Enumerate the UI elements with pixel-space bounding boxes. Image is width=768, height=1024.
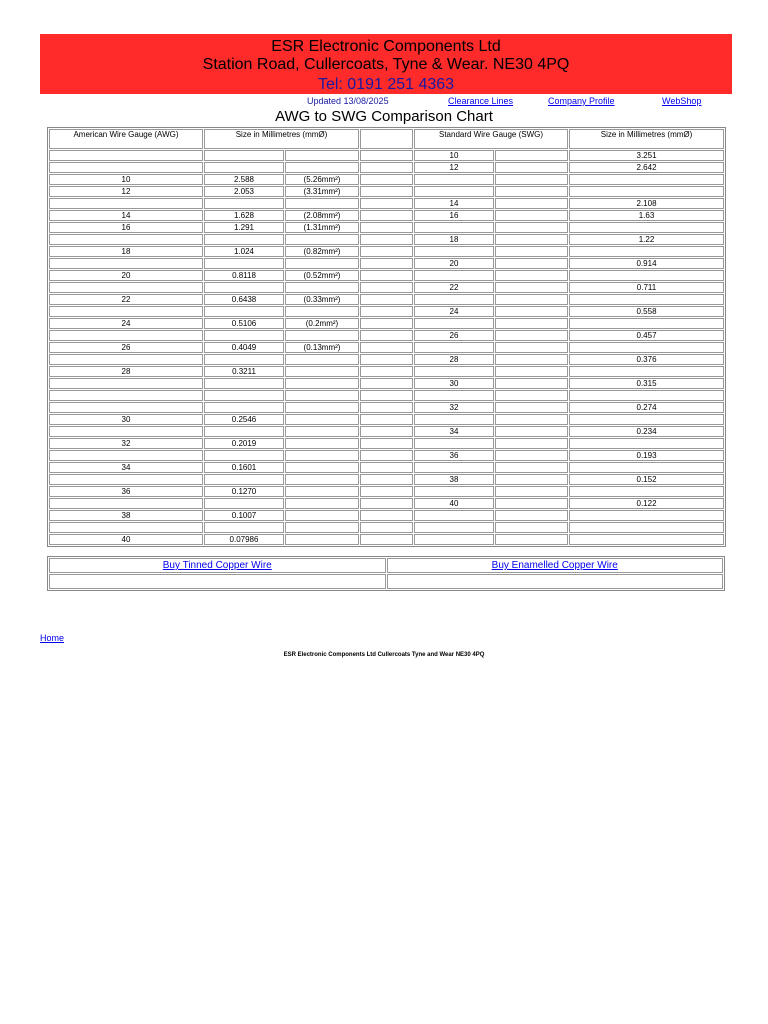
awg-mm-cell: [204, 330, 284, 341]
awg-mm-cell: [204, 402, 284, 413]
swg-mm-cell: 2.108: [569, 198, 724, 209]
swg-gauge-cell: 36: [414, 450, 494, 461]
awg-gauge-cell: [49, 390, 203, 401]
table-row: [49, 306, 724, 317]
swg-gauge-cell: 34: [414, 426, 494, 437]
swg-gauge-cell: 22: [414, 282, 494, 293]
swg-mm-cell: [569, 186, 724, 197]
swg-gauge-cell: 12: [414, 162, 494, 173]
swg-gauge-cell: [414, 174, 494, 185]
table-row: [49, 234, 724, 245]
swg-mm-cell: [569, 270, 724, 281]
awg-gauge-cell: [49, 198, 203, 209]
swg-mm-cell: 3.251: [569, 150, 724, 161]
spacer-cell: [360, 150, 413, 161]
swg-blank-cell: [495, 330, 568, 341]
awg-area-cell: [285, 414, 359, 425]
company-name: ESR Electronic Components Ltd: [271, 38, 501, 55]
awg-mm-cell: 0.8118: [204, 270, 284, 281]
awg-mm-cell: 0.1270: [204, 486, 284, 497]
awg-gauge-cell: [49, 378, 203, 389]
swg-blank-cell: [495, 174, 568, 185]
awg-area-cell: (3.31mm²): [285, 186, 359, 197]
table-row: [49, 198, 724, 209]
awg-area-cell: [285, 390, 359, 401]
awg-area-cell: [285, 306, 359, 317]
swg-gauge-cell: [414, 414, 494, 425]
awg-mm-cell: [204, 306, 284, 317]
swg-gauge-cell: [414, 486, 494, 497]
swg-mm-cell: 0.193: [569, 450, 724, 461]
awg-area-cell: (1.31mm²): [285, 222, 359, 233]
awg-area-cell: [285, 330, 359, 341]
awg-area-cell: [285, 426, 359, 437]
awg-mm-header: Size in Millimetres (mmØ): [204, 129, 359, 149]
company-tel: Tel: 0191 251 4363: [317, 76, 455, 93]
awg-area-cell: [285, 378, 359, 389]
awg-mm-cell: [204, 282, 284, 293]
spacer-cell: [360, 426, 413, 437]
swg-blank-cell: [495, 498, 568, 509]
swg-mm-cell: 0.376: [569, 354, 724, 365]
spacer-cell: [360, 402, 413, 413]
table-row: [49, 462, 724, 473]
table-row: [49, 330, 724, 341]
awg-area-cell: [285, 198, 359, 209]
awg-area-cell: (0.82mm²): [285, 246, 359, 257]
swg-blank-cell: [495, 414, 568, 425]
awg-area-cell: [285, 510, 359, 521]
swg-mm-cell: 0.122: [569, 498, 724, 509]
awg-gauge-cell: [49, 258, 203, 269]
spacer-cell: [360, 234, 413, 245]
awg-area-cell: [285, 522, 359, 533]
swg-gauge-cell: 28: [414, 354, 494, 365]
tinned-cell: [49, 558, 386, 573]
swg-mm-cell: 0.315: [569, 378, 724, 389]
spacer-cell: [360, 222, 413, 233]
awg-gauge-cell: 20: [49, 270, 203, 281]
swg-mm-cell: [569, 318, 724, 329]
spacer-cell: [360, 330, 413, 341]
swg-mm-cell: [569, 534, 724, 545]
swg-mm-cell: [569, 366, 724, 377]
awg-area-cell: [285, 366, 359, 377]
awg-gauge-cell: [49, 306, 203, 317]
spacer-header: [360, 129, 413, 149]
awg-mm-cell: [204, 234, 284, 245]
company-profile-link[interactable]: Company Profile: [548, 96, 615, 106]
swg-gauge-cell: [414, 366, 494, 377]
awg-gauge-cell: 22: [49, 294, 203, 305]
swg-gauge-cell: 32: [414, 402, 494, 413]
spacer-cell: [360, 534, 413, 545]
header-banner: [40, 34, 732, 94]
swg-gauge-cell: 14: [414, 198, 494, 209]
swg-blank-cell: [495, 282, 568, 293]
spacer-cell: [360, 522, 413, 533]
spacer-cell: [360, 294, 413, 305]
spacer-cell: [360, 390, 413, 401]
awg-area-cell: [285, 162, 359, 173]
swg-gauge-cell: [414, 186, 494, 197]
table-header-row: [49, 129, 724, 149]
spacer-cell: [360, 378, 413, 389]
awg-area-cell: [285, 534, 359, 545]
table-row: [49, 222, 724, 233]
awg-gauge-cell: [49, 450, 203, 461]
awg-area-cell: (0.2mm²): [285, 318, 359, 329]
table-row: [49, 150, 724, 161]
swg-gauge-cell: 38: [414, 474, 494, 485]
awg-mm-cell: [204, 498, 284, 509]
table-row: [49, 270, 724, 281]
table-row: [49, 342, 724, 353]
awg-area-cell: (0.52mm²): [285, 270, 359, 281]
swg-mm-cell: 0.711: [569, 282, 724, 293]
table-row: [49, 390, 724, 401]
awg-area-cell: (5.26mm²): [285, 174, 359, 185]
swg-blank-cell: [495, 486, 568, 497]
spacer-cell: [360, 498, 413, 509]
swg-mm-cell: [569, 294, 724, 305]
swg-blank-cell: [495, 258, 568, 269]
spacer-cell: [360, 186, 413, 197]
swg-blank-cell: [495, 270, 568, 281]
awg-area-cell: [285, 486, 359, 497]
table-row: [49, 354, 724, 365]
table-row: [49, 282, 724, 293]
swg-blank-cell: [495, 426, 568, 437]
swg-blank-cell: [495, 210, 568, 221]
webshop-link[interactable]: WebShop: [662, 96, 702, 106]
awg-gauge-cell: [49, 234, 203, 245]
table-row: [49, 414, 724, 425]
table-row: [49, 474, 724, 485]
table-row: [49, 186, 724, 197]
footer-text: ESR Electronic Components Ltd Cullercoats Tyne and Wear NE30 4PQ: [283, 652, 485, 658]
table-row: [49, 450, 724, 461]
awg-area-cell: (0.13mm²): [285, 342, 359, 353]
swg-header: Standard Wire Gauge (SWG): [414, 129, 568, 149]
table-row: [49, 318, 724, 329]
awg-area-cell: [285, 402, 359, 413]
swg-gauge-cell: [414, 294, 494, 305]
awg-gauge-cell: [49, 162, 203, 173]
table-row: [49, 366, 724, 377]
swg-blank-cell: [495, 318, 568, 329]
swg-blank-cell: [495, 294, 568, 305]
awg-area-cell: [285, 258, 359, 269]
table-row: [49, 246, 724, 257]
awg-mm-cell: 0.2546: [204, 414, 284, 425]
awg-gauge-cell: 24: [49, 318, 203, 329]
swg-mm-cell: 0.914: [569, 258, 724, 269]
empty-cell: [49, 574, 386, 589]
swg-mm-cell: [569, 174, 724, 185]
awg-mm-cell: 1.291: [204, 222, 284, 233]
swg-gauge-cell: [414, 222, 494, 233]
awg-mm-cell: [204, 426, 284, 437]
awg-gauge-cell: 14: [49, 210, 203, 221]
swg-blank-cell: [495, 198, 568, 209]
swg-gauge-cell: [414, 390, 494, 401]
swg-mm-cell: [569, 390, 724, 401]
awg-mm-cell: 0.6438: [204, 294, 284, 305]
buy-enamelled-copper-wire-link[interactable]: Buy Enamelled Copper Wire: [491, 560, 618, 571]
awg-mm-cell: [204, 258, 284, 269]
swg-mm-cell: [569, 462, 724, 473]
awg-gauge-cell: 28: [49, 366, 203, 377]
awg-mm-cell: [204, 198, 284, 209]
awg-mm-cell: 0.5106: [204, 318, 284, 329]
clearance-lines-link[interactable]: Clearance Lines: [448, 96, 514, 106]
awg-area-cell: [285, 282, 359, 293]
swg-mm-cell: [569, 414, 724, 425]
awg-mm-cell: 2.053: [204, 186, 284, 197]
awg-area-cell: [285, 354, 359, 365]
awg-gauge-cell: 12: [49, 186, 203, 197]
spacer-cell: [360, 162, 413, 173]
swg-mm-cell: 0.558: [569, 306, 724, 317]
awg-area-cell: (0.33mm²): [285, 294, 359, 305]
enamelled-cell: [387, 558, 724, 573]
table-row: [49, 378, 724, 389]
buy-tinned-copper-wire-link[interactable]: Buy Tinned Copper Wire: [162, 560, 272, 571]
awg-swg-table: [47, 127, 726, 547]
swg-blank-cell: [495, 462, 568, 473]
swg-mm-cell: [569, 522, 724, 533]
spacer-cell: [360, 270, 413, 281]
swg-blank-cell: [495, 534, 568, 545]
swg-blank-cell: [495, 306, 568, 317]
swg-mm-cell: [569, 222, 724, 233]
swg-blank-cell: [495, 234, 568, 245]
awg-mm-cell: 0.07986: [204, 534, 284, 545]
spacer-cell: [360, 198, 413, 209]
swg-blank-cell: [495, 378, 568, 389]
swg-mm-cell: [569, 486, 724, 497]
swg-gauge-cell: 40: [414, 498, 494, 509]
swg-mm-cell: 0.152: [569, 474, 724, 485]
spacer-cell: [360, 510, 413, 521]
awg-gauge-cell: 40: [49, 534, 203, 545]
company-address: Station Road, Cullercoats, Tyne & Wear. NE30 4PQ: [202, 56, 570, 73]
awg-area-cell: [285, 474, 359, 485]
swg-gauge-cell: [414, 318, 494, 329]
empty-cell: [387, 574, 724, 589]
swg-mm-cell: [569, 438, 724, 449]
swg-blank-cell: [495, 246, 568, 257]
table-row: [49, 486, 724, 497]
awg-mm-cell: [204, 474, 284, 485]
table-row: [49, 534, 724, 545]
swg-blank-cell: [495, 150, 568, 161]
awg-gauge-cell: [49, 498, 203, 509]
awg-gauge-cell: [49, 150, 203, 161]
awg-mm-cell: [204, 354, 284, 365]
table-row: [49, 294, 724, 305]
swg-gauge-cell: 20: [414, 258, 494, 269]
swg-blank-cell: [495, 342, 568, 353]
awg-header: American Wire Gauge (AWG): [49, 129, 203, 149]
spacer-cell: [360, 486, 413, 497]
swg-blank-cell: [495, 438, 568, 449]
swg-blank-cell: [495, 162, 568, 173]
swg-gauge-cell: 26: [414, 330, 494, 341]
swg-blank-cell: [495, 474, 568, 485]
swg-blank-cell: [495, 390, 568, 401]
awg-mm-cell: 0.2019: [204, 438, 284, 449]
table-row: [49, 426, 724, 437]
awg-gauge-cell: 10: [49, 174, 203, 185]
swg-blank-cell: [495, 354, 568, 365]
awg-mm-cell: 0.1007: [204, 510, 284, 521]
swg-gauge-cell: 10: [414, 150, 494, 161]
awg-gauge-cell: 34: [49, 462, 203, 473]
spacer-cell: [360, 174, 413, 185]
swg-mm-cell: 0.274: [569, 402, 724, 413]
awg-area-cell: [285, 462, 359, 473]
spacer-cell: [360, 342, 413, 353]
awg-gauge-cell: 26: [49, 342, 203, 353]
swg-blank-cell: [495, 222, 568, 233]
updated-date: Updated 13/08/2025: [307, 96, 389, 106]
awg-mm-cell: [204, 162, 284, 173]
spacer-cell: [360, 246, 413, 257]
awg-gauge-cell: 16: [49, 222, 203, 233]
swg-mm-cell: 1.22: [569, 234, 724, 245]
awg-gauge-cell: [49, 330, 203, 341]
awg-mm-cell: [204, 450, 284, 461]
table-row: [49, 522, 724, 533]
swg-mm-cell: 1.63: [569, 210, 724, 221]
awg-gauge-cell: [49, 282, 203, 293]
swg-gauge-cell: [414, 342, 494, 353]
swg-gauge-cell: [414, 534, 494, 545]
awg-gauge-cell: 38: [49, 510, 203, 521]
spacer-cell: [360, 450, 413, 461]
spacer-cell: [360, 282, 413, 293]
swg-gauge-cell: [414, 438, 494, 449]
spacer-cell: [360, 258, 413, 269]
buy-links-table: [47, 556, 725, 591]
swg-blank-cell: [495, 510, 568, 521]
table-row: [49, 258, 724, 269]
swg-mm-cell: [569, 246, 724, 257]
swg-blank-cell: [495, 450, 568, 461]
awg-mm-cell: 0.3211: [204, 366, 284, 377]
awg-area-cell: (2.08mm²): [285, 210, 359, 221]
swg-gauge-cell: [414, 462, 494, 473]
awg-gauge-cell: 18: [49, 246, 203, 257]
swg-gauge-cell: [414, 522, 494, 533]
awg-gauge-cell: [49, 402, 203, 413]
spacer-cell: [360, 414, 413, 425]
nav-row: [0, 96, 768, 108]
swg-blank-cell: [495, 522, 568, 533]
swg-mm-cell: 0.234: [569, 426, 724, 437]
swg-blank-cell: [495, 366, 568, 377]
awg-mm-cell: [204, 390, 284, 401]
awg-mm-cell: 1.024: [204, 246, 284, 257]
spacer-cell: [360, 462, 413, 473]
swg-gauge-cell: [414, 510, 494, 521]
swg-gauge-cell: 30: [414, 378, 494, 389]
awg-mm-cell: 1.628: [204, 210, 284, 221]
awg-gauge-cell: [49, 354, 203, 365]
awg-mm-cell: [204, 522, 284, 533]
awg-gauge-cell: 36: [49, 486, 203, 497]
swg-gauge-cell: 18: [414, 234, 494, 245]
table-row: [49, 498, 724, 509]
spacer-cell: [360, 210, 413, 221]
awg-mm-cell: [204, 378, 284, 389]
awg-gauge-cell: 32: [49, 438, 203, 449]
swg-mm-header: Size in Millimetres (mmØ): [569, 129, 724, 149]
awg-gauge-cell: [49, 522, 203, 533]
table-row: [49, 402, 724, 413]
spacer-cell: [360, 366, 413, 377]
swg-mm-cell: [569, 510, 724, 521]
swg-blank-cell: [495, 402, 568, 413]
table-row: [49, 210, 724, 221]
awg-area-cell: [285, 150, 359, 161]
table-row: [49, 510, 724, 521]
spacer-cell: [360, 306, 413, 317]
awg-area-cell: [285, 438, 359, 449]
swg-gauge-cell: [414, 246, 494, 257]
swg-gauge-cell: [414, 270, 494, 281]
swg-mm-cell: 2.642: [569, 162, 724, 173]
awg-gauge-cell: [49, 426, 203, 437]
swg-mm-cell: [569, 342, 724, 353]
table-row: [49, 162, 724, 173]
awg-mm-cell: 2.588: [204, 174, 284, 185]
swg-gauge-cell: 24: [414, 306, 494, 317]
page-title: AWG to SWG Comparison Chart: [275, 108, 493, 125]
spacer-cell: [360, 318, 413, 329]
swg-gauge-cell: 16: [414, 210, 494, 221]
awg-mm-cell: 0.1601: [204, 462, 284, 473]
spacer-cell: [360, 474, 413, 485]
home-link[interactable]: Home: [40, 633, 65, 643]
table-row: [49, 438, 724, 449]
swg-mm-cell: 0.457: [569, 330, 724, 341]
awg-gauge-cell: 30: [49, 414, 203, 425]
spacer-cell: [360, 354, 413, 365]
awg-area-cell: [285, 450, 359, 461]
spacer-cell: [360, 438, 413, 449]
awg-mm-cell: [204, 150, 284, 161]
awg-area-cell: [285, 498, 359, 509]
awg-area-cell: [285, 234, 359, 245]
table-row: [49, 174, 724, 185]
awg-mm-cell: 0.4049: [204, 342, 284, 353]
swg-blank-cell: [495, 186, 568, 197]
awg-gauge-cell: [49, 474, 203, 485]
